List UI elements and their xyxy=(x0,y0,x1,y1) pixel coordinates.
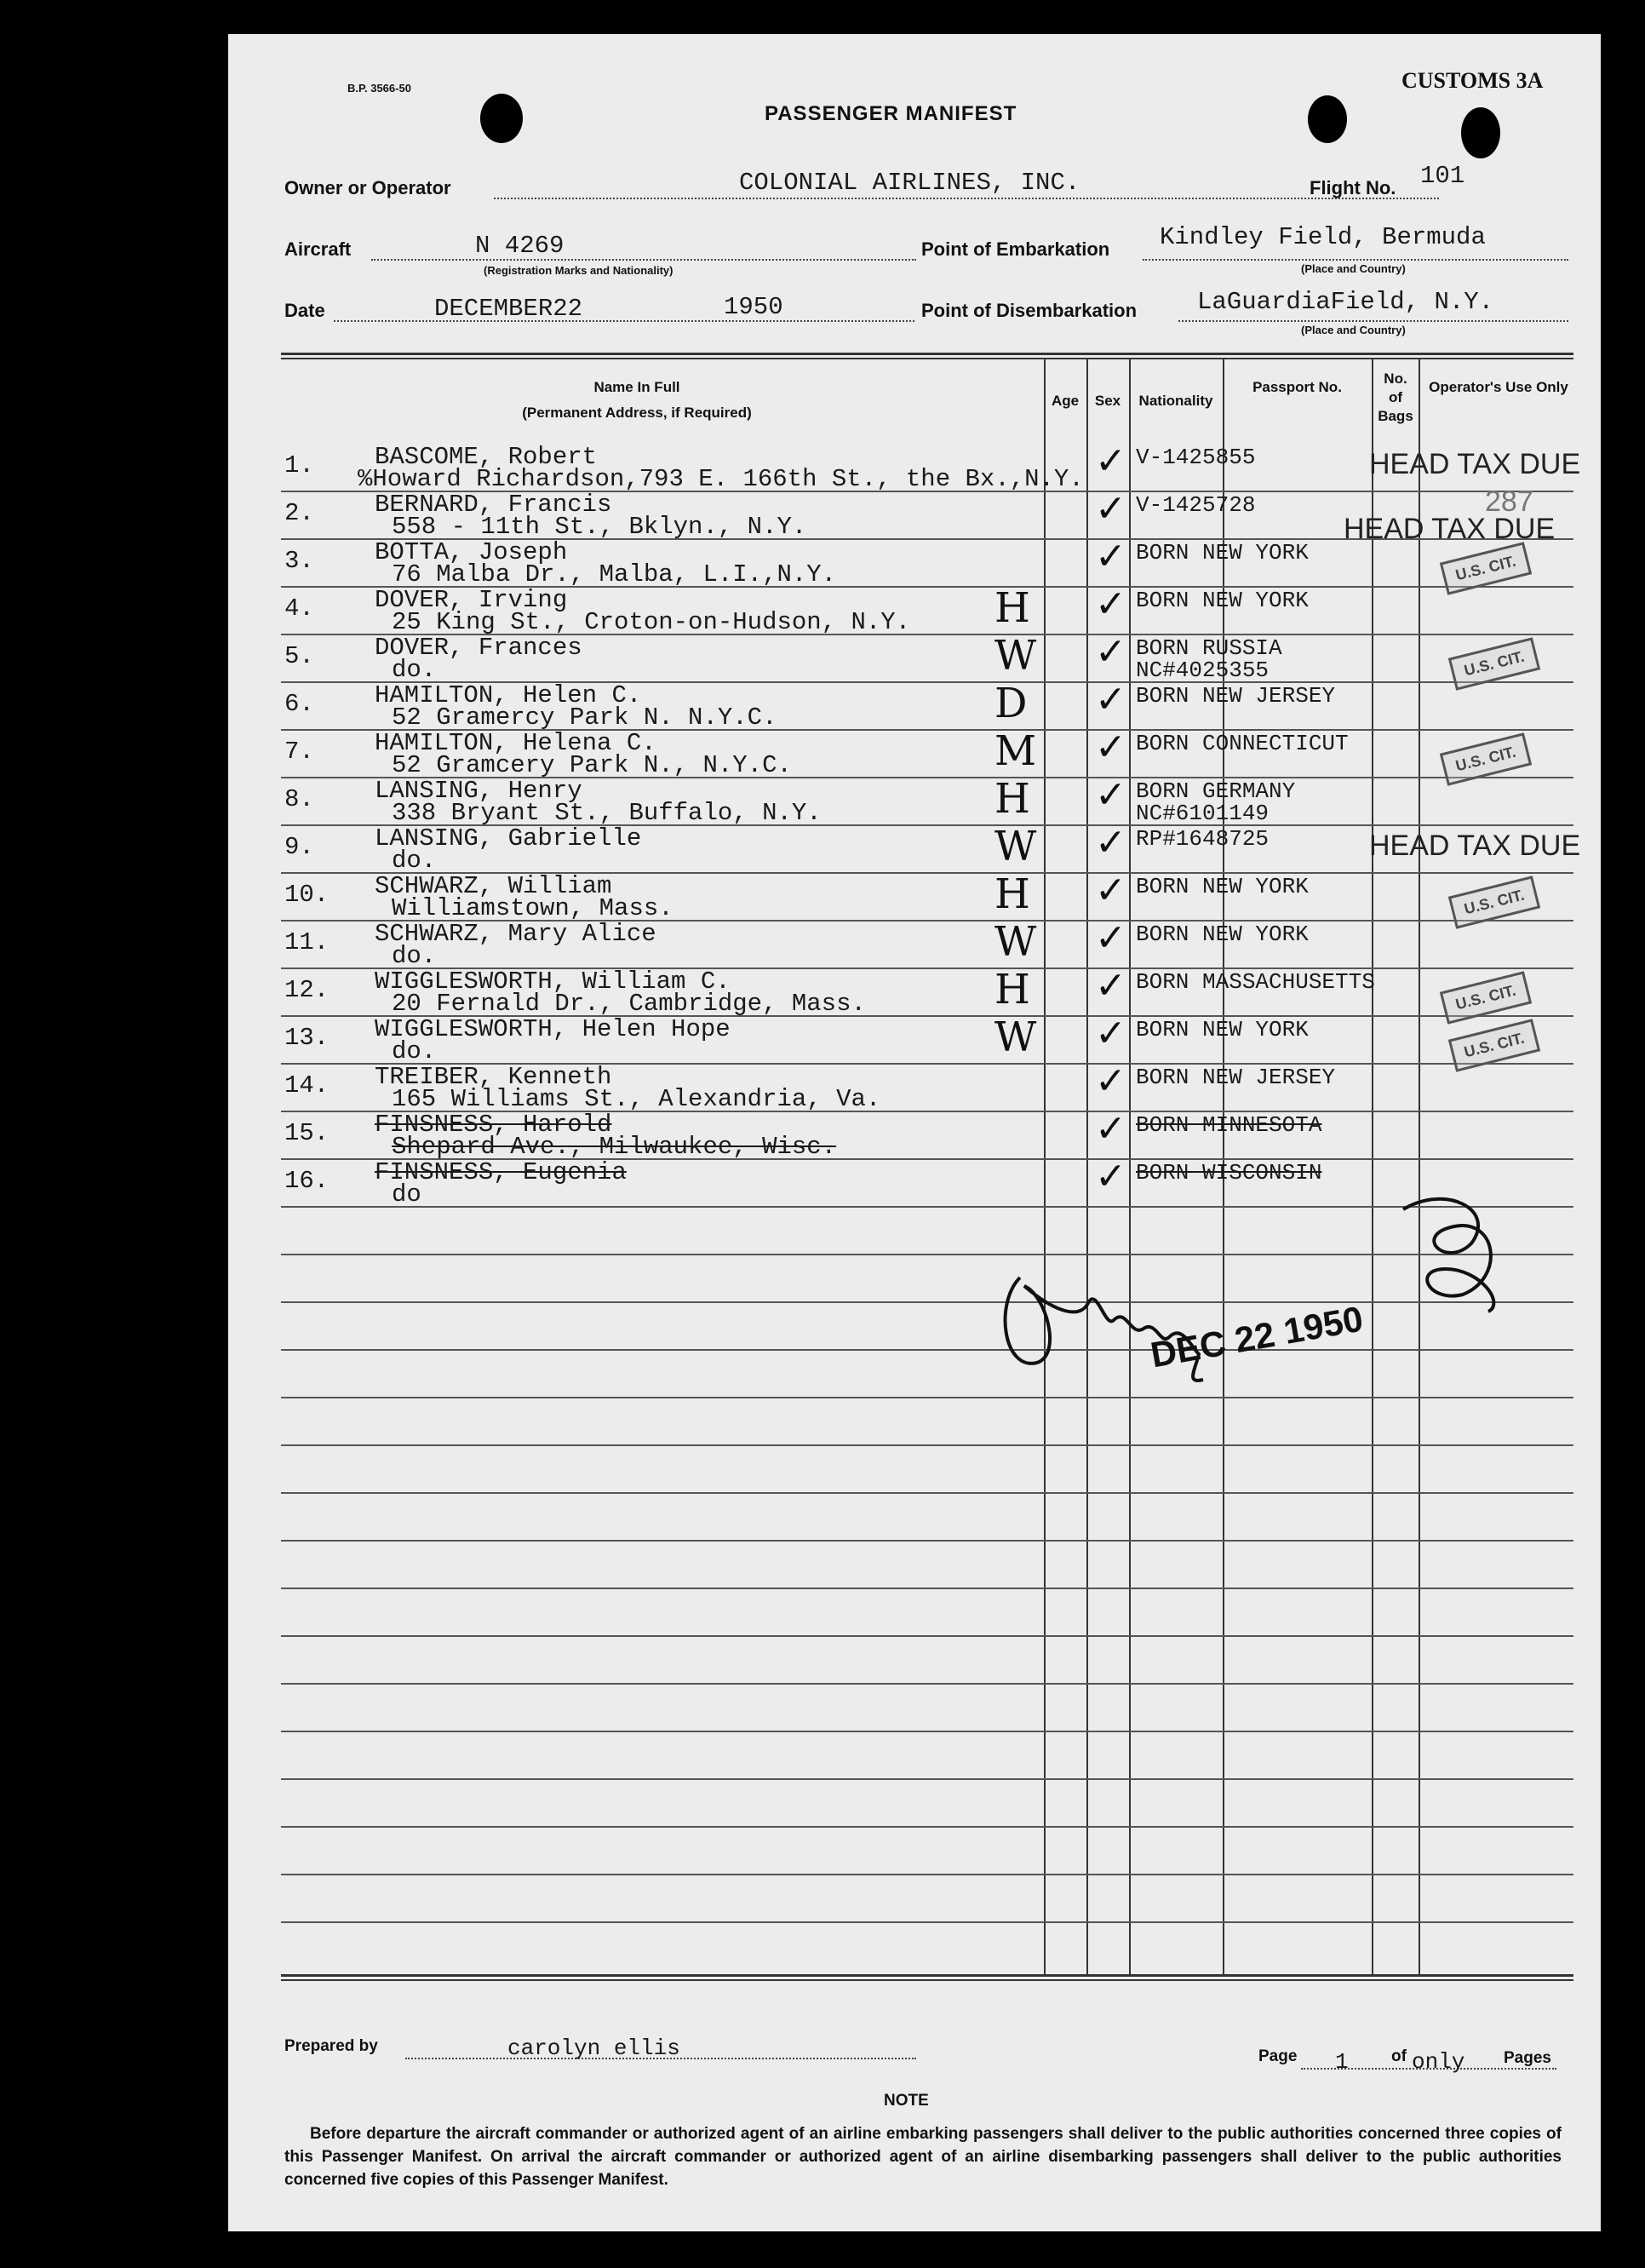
of-label: of xyxy=(1391,2047,1407,2065)
relation-mark: W xyxy=(994,632,1037,680)
row-number: 3. xyxy=(284,547,314,575)
passenger-name: TREIBER, Kenneth xyxy=(375,1063,612,1091)
punch-hole xyxy=(480,94,523,143)
relation-mark: W xyxy=(994,1013,1037,1061)
col-name-title: Name In Full xyxy=(593,379,680,395)
passenger-address: Shepard Ave., Milwaukee, Wisc. xyxy=(392,1133,837,1161)
passenger-address: 165 Williams St., Alexandria, Va. xyxy=(392,1085,881,1113)
nationality: RP#1648725 xyxy=(1136,826,1270,852)
us-citizen-stamp: U.S. CIT. xyxy=(1440,732,1532,786)
passenger-name: SCHWARZ, Mary Alice xyxy=(375,920,656,948)
punch-hole xyxy=(1461,107,1500,158)
passenger-name: FINSNESS, Harold xyxy=(375,1111,612,1139)
check-mark: ✓ xyxy=(1095,1059,1126,1103)
check-mark: ✓ xyxy=(1095,583,1126,626)
row-number: 5. xyxy=(284,642,314,670)
passenger-address: 558 - 11th St., Bklyn., N.Y. xyxy=(392,513,807,541)
passenger-address: do. xyxy=(392,942,437,970)
row-number: 13. xyxy=(284,1024,330,1052)
relation-mark: H xyxy=(994,584,1030,632)
signature xyxy=(986,1226,1258,1397)
passenger-address: 338 Bryant St., Buffalo, N.Y. xyxy=(392,799,822,827)
check-mark: ✓ xyxy=(1095,1107,1126,1151)
passenger-name: DOVER, Irving xyxy=(375,586,568,614)
check-mark: ✓ xyxy=(1095,1155,1126,1198)
prepared-value: carolyn ellis xyxy=(507,2035,680,2061)
col-age: Age xyxy=(1051,393,1080,409)
passenger-address: do. xyxy=(392,1037,437,1065)
flight-label: Flight No. xyxy=(1310,177,1396,198)
disembark-label: Point of Disembarkation xyxy=(921,300,1138,321)
row-number: 12. xyxy=(284,976,330,1004)
pages-label: Pages xyxy=(1504,2049,1551,2067)
passenger-name: BERNARD, Francis xyxy=(375,491,612,519)
nationality: BORN NEW JERSEY xyxy=(1136,1065,1336,1090)
nationality: BORN NEW YORK xyxy=(1136,588,1309,613)
passenger-name: LANSING, Gabrielle xyxy=(375,824,642,853)
embark-place-note: (Place and Country) xyxy=(1301,262,1406,275)
manifest-sheet xyxy=(228,34,1601,2231)
passenger-name: WIGGLESWORTH, Helen Hope xyxy=(375,1015,731,1043)
nationality-detail: NC#6101149 xyxy=(1136,801,1270,826)
col-nationality: Nationality xyxy=(1138,393,1213,409)
date-stamp: DEC 22 1950 xyxy=(1147,1298,1367,1375)
row-number: 14. xyxy=(284,1071,330,1100)
relation-mark: W xyxy=(994,823,1037,870)
relation-mark: D xyxy=(994,680,1028,727)
passenger-name: BASCOME, Robert xyxy=(375,443,598,471)
check-mark: ✓ xyxy=(1095,630,1126,674)
relation-mark: H xyxy=(994,966,1030,1013)
nationality: BORN NEW YORK xyxy=(1136,922,1309,947)
nationality: BORN GERMANY xyxy=(1136,778,1296,804)
nationality-detail: NC#4025355 xyxy=(1136,657,1270,683)
col-operator: Operator's Use Only xyxy=(1429,379,1568,395)
us-citizen-stamp: U.S. CIT. xyxy=(1448,876,1540,929)
check-mark: ✓ xyxy=(1095,678,1126,721)
check-mark: ✓ xyxy=(1095,726,1126,769)
passenger-address: 25 King St., Croton-on-Hudson, N.Y. xyxy=(392,608,911,636)
aircraft-note: (Registration Marks and Nationality) xyxy=(484,264,673,277)
passenger-address: Williamstown, Mass. xyxy=(392,894,673,922)
row-number: 7. xyxy=(284,738,314,766)
check-mark: ✓ xyxy=(1095,773,1126,817)
nationality: BORN MASSACHUSETTS xyxy=(1136,969,1375,995)
row-number: 4. xyxy=(284,594,314,623)
check-mark: ✓ xyxy=(1095,439,1126,483)
check-mark: ✓ xyxy=(1095,821,1126,864)
col-bags: No. of Bags xyxy=(1378,370,1413,424)
nationality: BORN MINNESOTA xyxy=(1136,1112,1322,1138)
nationality: BORN RUSSIA xyxy=(1136,635,1282,661)
punch-hole xyxy=(1308,95,1347,143)
nationality: BORN NEW JERSEY xyxy=(1136,683,1336,709)
row-number: 9. xyxy=(284,833,314,861)
nationality: BORN WISCONSIN xyxy=(1136,1160,1322,1186)
passenger-name: SCHWARZ, William xyxy=(375,872,612,900)
passenger-address: do. xyxy=(392,656,437,684)
passenger-name: FINSNESS, Eugenia xyxy=(375,1158,627,1186)
passenger-address: do xyxy=(392,1180,421,1209)
year-value: 1950 xyxy=(724,293,783,321)
relation-mark: H xyxy=(994,870,1030,918)
passenger-name: BOTTA, Joseph xyxy=(375,538,568,566)
check-mark: ✓ xyxy=(1095,1012,1126,1055)
of-value: only xyxy=(1412,2049,1465,2075)
scribble-mark xyxy=(1378,1175,1531,1329)
disembark-place-note: (Place and Country) xyxy=(1301,324,1406,336)
date-label: Date xyxy=(284,300,325,321)
nationality: BORN NEW YORK xyxy=(1136,1017,1309,1042)
aircraft-label: Aircraft xyxy=(284,238,352,260)
passenger-name: LANSING, Henry xyxy=(375,777,582,805)
page-label: Page xyxy=(1258,2047,1298,2065)
check-mark: ✓ xyxy=(1095,869,1126,912)
passenger-name: DOVER, Frances xyxy=(375,634,582,662)
embark-value: Kindley Field, Bermuda xyxy=(1160,223,1486,251)
row-number: 1. xyxy=(284,451,314,479)
passport-number: V-1425855 xyxy=(1136,445,1256,470)
owner-label: Owner or Operator xyxy=(284,177,451,198)
nationality: BORN CONNECTICUT xyxy=(1136,731,1349,756)
head-tax-note: HEAD TAX DUE xyxy=(1369,448,1581,480)
relation-mark: H xyxy=(994,775,1030,823)
passenger-address: 52 Gramercy Park N. N.Y.C. xyxy=(392,703,777,732)
nationality: BORN NEW YORK xyxy=(1136,540,1309,566)
check-mark: ✓ xyxy=(1095,916,1126,960)
passport-number: V-1425728 xyxy=(1136,492,1256,518)
page-value: 1 xyxy=(1335,2049,1349,2075)
row-number: 2. xyxy=(284,499,314,527)
passenger-name: HAMILTON, Helen C. xyxy=(375,681,642,709)
row-number: 15. xyxy=(284,1119,330,1147)
us-citizen-stamp: U.S. CIT. xyxy=(1448,637,1540,691)
row-number: 6. xyxy=(284,690,314,718)
page-title: PASSENGER MANIFEST xyxy=(765,102,1017,125)
passenger-address: 52 Gramcery Park N., N.Y.C. xyxy=(392,751,792,779)
check-mark: ✓ xyxy=(1095,964,1126,1008)
aircraft-value: N 4269 xyxy=(475,232,565,260)
note-text: Before departure the aircraft commander or authorized agent of an airline embarking passengers shall deliver to the public authorities concerned three copies of this Passenger Manifest. On arrival the aircraft commander or authorized agent of an airline disembarking passengers shall deliver to the public authorities concerned five copies of this Passenger Manifest. xyxy=(284,2125,1562,2189)
flight-value: 101 xyxy=(1420,162,1465,190)
date-value: DECEMBER22 xyxy=(434,295,583,323)
us-citizen-stamp: U.S. CIT. xyxy=(1440,542,1532,595)
row-number: 10. xyxy=(284,881,330,909)
nationality: BORN NEW YORK xyxy=(1136,874,1309,899)
prepared-label: Prepared by xyxy=(284,2037,378,2055)
us-citizen-stamp: U.S. CIT. xyxy=(1448,1019,1540,1072)
check-mark: ✓ xyxy=(1095,535,1126,578)
relation-mark: W xyxy=(994,918,1037,966)
passenger-address: 76 Malba Dr., Malba, L.I.,N.Y. xyxy=(392,560,837,589)
passenger-name: WIGGLESWORTH, William C. xyxy=(375,967,731,996)
note-title: NOTE xyxy=(884,2092,929,2110)
col-passport: Passport No. xyxy=(1252,379,1342,395)
row-number: 11. xyxy=(284,928,330,956)
owner-value: COLONIAL AIRLINES, INC. xyxy=(739,169,1080,197)
head-tax-note: HEAD TAX DUE xyxy=(1369,830,1581,862)
passenger-address: %Howard Richardson,793 E. 166th St., the Bx.,N.Y. xyxy=(358,465,1084,493)
embark-label: Point of Embarkation xyxy=(921,238,1110,260)
row-number: 8. xyxy=(284,785,314,813)
head-tax-note: HEAD TAX DUE xyxy=(1344,513,1556,545)
tax-number: 287 xyxy=(1485,485,1533,518)
us-citizen-stamp: U.S. CIT. xyxy=(1440,971,1532,1025)
passenger-address: 20 Fernald Dr., Cambridge, Mass. xyxy=(392,990,866,1018)
col-sex: Sex xyxy=(1094,393,1121,409)
disembark-value: LaGuardiaField, N.Y. xyxy=(1197,288,1494,316)
customs-label: CUSTOMS 3A xyxy=(1401,68,1544,93)
check-mark: ✓ xyxy=(1095,487,1126,531)
row-number: 16. xyxy=(284,1167,330,1195)
passenger-name: HAMILTON, Helena C. xyxy=(375,729,656,757)
relation-mark: M xyxy=(994,727,1037,775)
passenger-address: do. xyxy=(392,847,437,875)
col-name-sub: (Permanent Address, if Required) xyxy=(522,405,752,421)
form-number: B.P. 3566-50 xyxy=(347,82,411,95)
